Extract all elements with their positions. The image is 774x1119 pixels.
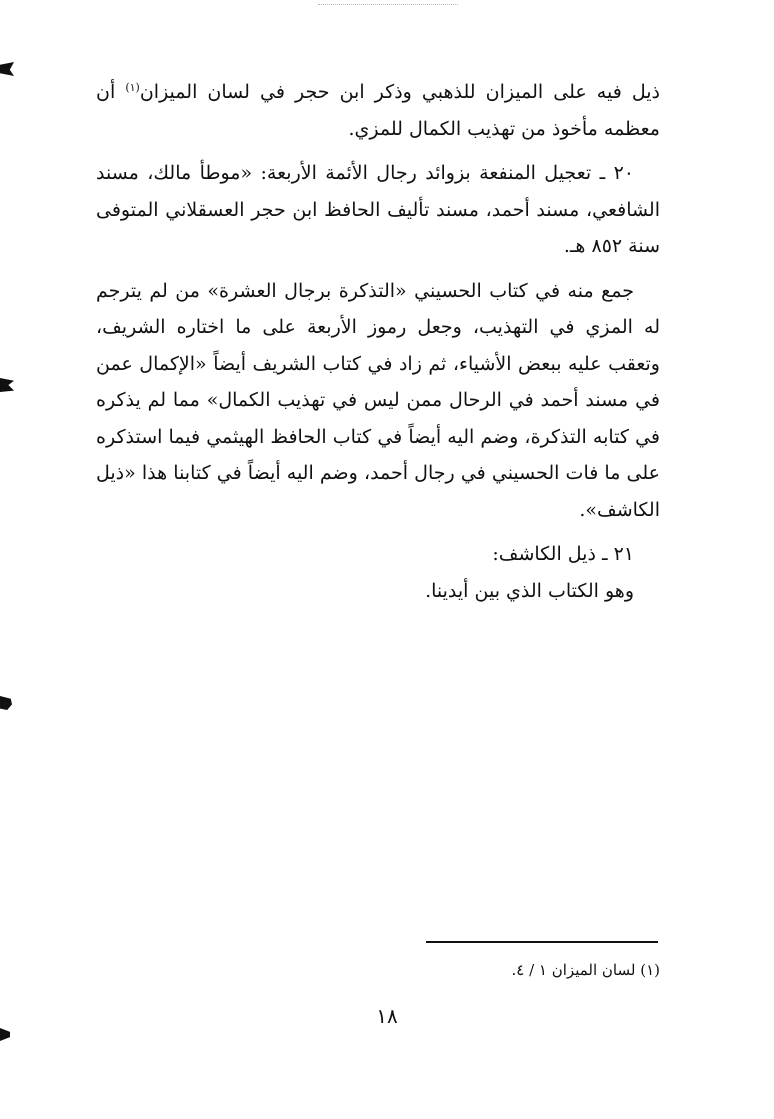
entry-20-description: جمع منه في كتاب الحسيني «التذكرة برجال العشرة» من لم يترجم له المزي في التهذيب، وجعل رموز الأربعة على ما اختاره الشريف، وتعقب عليه ببعض الأشياء، ثم زاد في كتاب الشريف أيضاً «الإكمال عمن في مسند أحمد في الرحال ممن ليس في تهذيب الكمال» مما لم يذكره في كتابه التذكرة، وضم اليه أيضاً في كتاب الحافظ الهيثمي فيما استذكره على ما فات الحسيني في رجال أحمد، وضم اليه أيضاً في كتابنا هذا «ذيل الكاشف». [96, 279, 660, 521]
margin-binding-mark [0, 378, 14, 392]
main-text [96, 74, 660, 609]
footnote: (١) لسان الميزان ١ / ٤. [511, 961, 660, 979]
entry-21-description: وهو الكتاب الذي بين أيدينا. [425, 579, 634, 602]
margin-binding-mark [0, 1028, 10, 1041]
top-dotted-rule [318, 4, 458, 5]
paragraph-intro-continuation: أن معظمه مأخوذ من تهذيب الكمال للمزي. [96, 81, 660, 140]
entry-21-heading: ٢١ ـ ذيل الكاشف: [492, 543, 634, 565]
footnote-divider [426, 941, 658, 943]
footnote-reference: (١) [125, 81, 140, 94]
paragraph-intro [96, 74, 660, 147]
margin-binding-mark [0, 62, 14, 76]
margin-binding-mark [0, 696, 12, 710]
entry-20: ٢٠ ـ تعجيل المنفعة بزوائد رجال الأئمة الأربعة: «موطأ مالك، مسند الشافعي، مسند أحمد، مسند تأليف الحافظ ابن حجر العسقلاني المتوفى سنة ٨٥٢ هـ. [96, 162, 660, 257]
page-number: ١٨ [376, 1004, 398, 1028]
paragraph-intro-text: ذيل فيه على الميزان للذهبي وذكر ابن حجر في لسان الميزان [139, 81, 661, 103]
